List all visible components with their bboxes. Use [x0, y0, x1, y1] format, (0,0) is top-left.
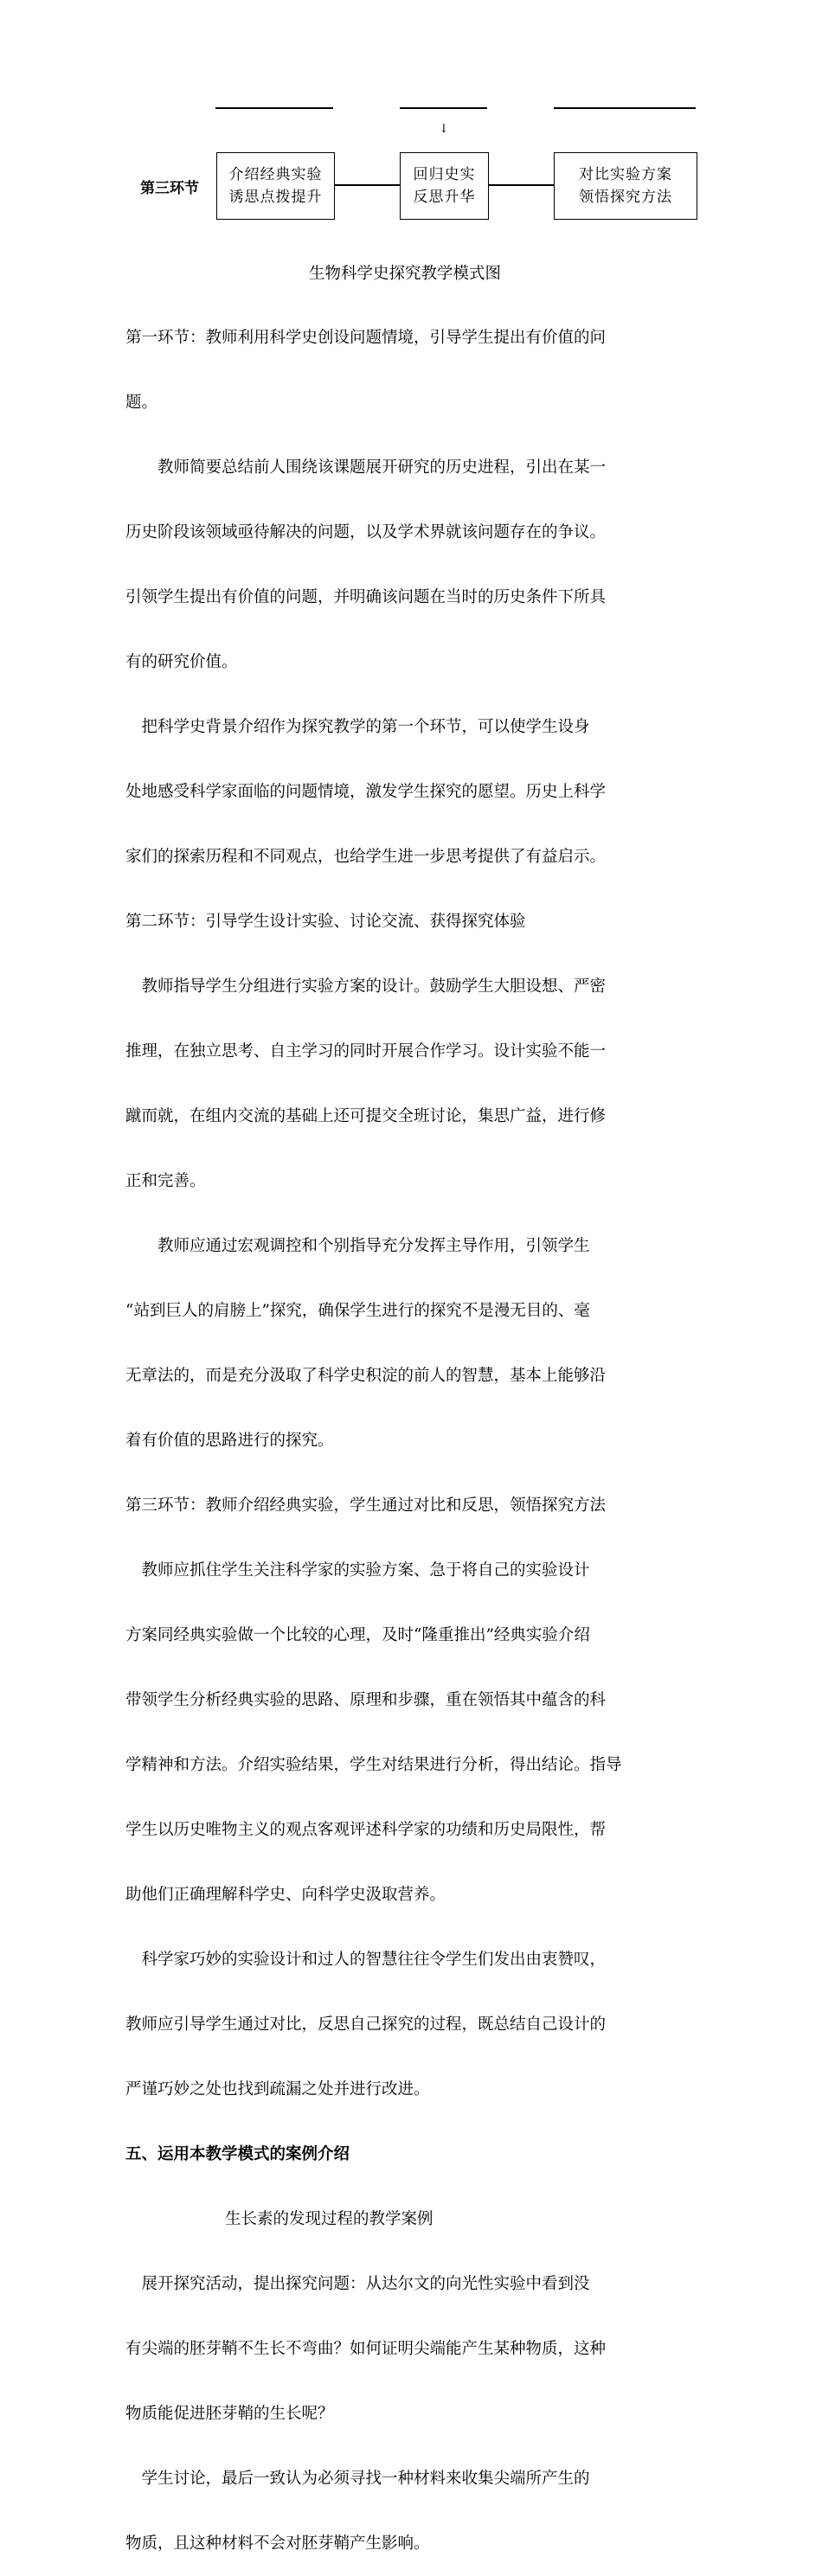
text-line: 引领学生提出有价值的问题，并明确该问题在当时的历史条件下所具 [125, 588, 607, 606]
case-text-line: 展开探究活动，提出探究问题：从达尔文的向光性实验中看到没 [125, 2275, 590, 2293]
flow-box-intro [216, 152, 335, 220]
case-text-line: 有尖端的胚芽鞘不生长不弯曲？如何证明尖端能产生某种物质，这种 [125, 2340, 607, 2358]
text-line: 教师应通过宏观调控和个别指导充分发挥主导作用，引领学生 [125, 1237, 590, 1255]
text-line: 方案同经典实验做一个比较的心理，及时“隆重推出”经典实验介绍 [125, 1626, 590, 1644]
top-rule-right [554, 107, 696, 109]
text-line: 处地感受科学家面临的问题情境，激发学生探究的愿望。历史上科学 [125, 783, 607, 801]
case-text-line: 物质，且这种材料不会对胚芽鞘产生影响。 [125, 2534, 430, 2553]
text-line: “站到巨人的肩膀上”探究，确保学生进行的探究不是漫无目的、毫 [125, 1302, 590, 1320]
case-text-line: 物质能促进胚芽鞘的生长呢？ [125, 2405, 334, 2423]
text-line: 第一环节：教师利用科学史创设问题情境，引导学生提出有价值的问 [125, 329, 607, 347]
connector-right [489, 184, 554, 186]
text-line: 把科学史背景介绍作为探究教学的第一个环节，可以使学生设身 [125, 718, 590, 736]
flow-box-intro-line1: 介绍经典实验 [228, 166, 323, 183]
section-heading: 五、运用本教学模式的案例介绍 [125, 2145, 350, 2163]
connector-left [335, 184, 400, 186]
text-line: 第二环节：引导学生设计实验、讨论交流、获得探究体验 [125, 913, 526, 931]
text-line: 着有价值的思路进行的探究。 [125, 1432, 334, 1450]
text-line: 教师简要总结前人围绕该课题展开研究的历史进程，引出在某一 [125, 458, 607, 477]
flow-box-compare-line1: 对比实验方案 [579, 166, 672, 183]
text-line: 教师应引导学生通过对比，反思自己探究的过程，既总结自己设计的 [125, 2015, 607, 2034]
down-arrow-icon: ↓ [439, 122, 449, 136]
flow-box-compare [554, 152, 697, 220]
text-line: 蹴而就，在组内交流的基础上还可提交全班讨论，集思广益，进行修 [125, 1107, 607, 1125]
text-line: 第三环节：教师介绍经典实验，学生通过对比和反思，领悟探究方法 [125, 1496, 607, 1515]
text-line: 学精神和方法。介绍实验结果，学生对结果进行分析，得出结论。指导 [125, 1756, 622, 1774]
text-line: 助他们正确理解科学史、向科学史汲取营养。 [125, 1886, 446, 1904]
body-text [125, 284, 701, 2576]
text-line: 正和完善。 [125, 1172, 206, 1190]
flow-box-intro-line2: 诱思点拨提升 [228, 189, 323, 206]
top-rule-middle [400, 107, 487, 109]
text-line: 家们的探索历程和不同观点，也给学生进一步思考提供了有益启示。 [125, 848, 607, 866]
text-line: 教师应抓住学生关注科学家的实验方案、急于将自己的实验设计 [125, 1561, 590, 1580]
text-line: 历史阶段该领域亟待解决的问题，以及学术界就该问题存在的争议。 [125, 523, 607, 541]
text-line: 题。 [125, 394, 158, 412]
text-line: 教师指导学生分组进行实验方案的设计。鼓励学生大胆设想、严密 [125, 977, 607, 996]
flow-box-reflect [400, 152, 489, 220]
diagram-caption: 生物科学史探究教学模式图 [309, 265, 502, 283]
text-line: 严谨巧妙之处也找到疏漏之处并进行改进。 [125, 2080, 430, 2099]
case-text-line: 学生讨论，最后一致认为必须寻找一种材料来收集尖端所产生的 [125, 2470, 590, 2488]
flow-box-reflect-line1: 回归史实 [413, 166, 476, 183]
top-rule-left [215, 107, 333, 109]
flow-box-compare-line2: 领悟探究方法 [579, 189, 672, 206]
stage-label: 第三环节 [140, 180, 199, 197]
text-line: 有的研究价值。 [125, 653, 238, 671]
text-line: 科学家巧妙的实验设计和过人的智慧往往令学生们发出由衷赞叹， [125, 1951, 607, 1969]
text-line: 推理，在独立思考、自主学习的同时开展合作学习。设计实验不能一 [125, 1042, 607, 1061]
text-line: 无章法的，而是充分汲取了科学史积淀的前人的智慧，基本上能够沿 [125, 1367, 607, 1385]
case-title: 生长素的发现过程的教学案例 [225, 2210, 433, 2228]
text-line: 带领学生分析经典实验的思路、原理和步骤，重在领悟其中蕴含的科 [125, 1691, 607, 1709]
text-line: 学生以历史唯物主义的观点客观评述科学家的功绩和历史局限性，帮 [125, 1821, 607, 1839]
flow-box-reflect-line2: 反思升华 [413, 189, 476, 206]
